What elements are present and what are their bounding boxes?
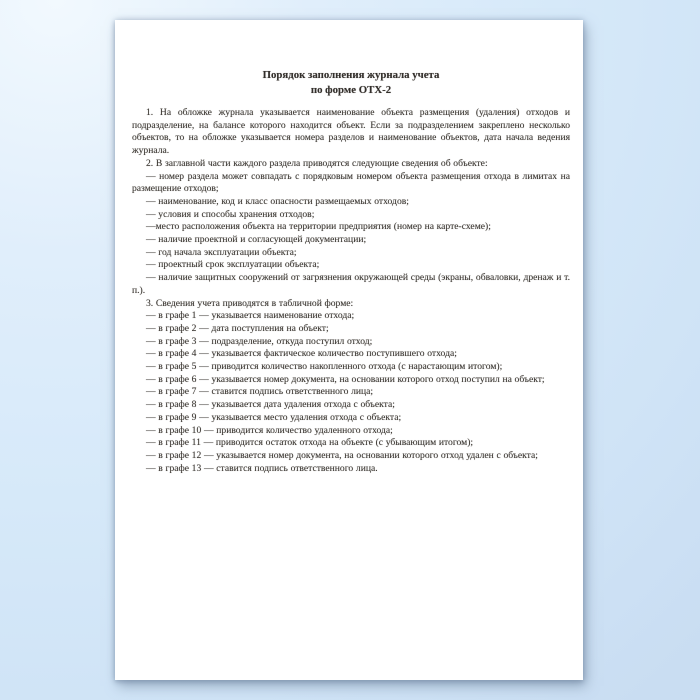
doc-list-item: — в графе 6 — указывается номер документа, на основании которого отход поступил на объект; bbox=[146, 373, 545, 385]
document-title-line-2: по форме ОТХ-2 bbox=[310, 84, 392, 96]
document-content bbox=[115, 20, 583, 475]
doc-list-item: — наименование, код и класс опасности размещаемых отходов; bbox=[146, 195, 409, 207]
document-title bbox=[132, 68, 570, 98]
doc-list-item: — номер раздела может совпадать с порядковым номером объекта размещения отхода в лимитах на размещение отходов; bbox=[132, 170, 570, 195]
doc-paragraph-1: 1. На обложке журнала указывается наименование объекта размещения (удаления) отходов и подразделение, на балансе которого находится объект. Если за подразделением закреплено несколько объектов, то на обложке указывается номера разделов и наименование объектов, дата начала ведения журнала. bbox=[132, 107, 570, 157]
doc-list-item: — в графе 8 — указывается дата удаления отхода с объекта; bbox=[146, 399, 395, 411]
doc-list-item: — в графе 10 — приводится количество удаленного отхода; bbox=[146, 424, 393, 436]
doc-list-item: — в графе 5 — приводится количество накопленного отхода (с нарастающим итогом); bbox=[146, 361, 503, 373]
document-title-line-1: Порядок заполнения журнала учета bbox=[262, 69, 440, 81]
doc-list-item: — год начала эксплуатации объекта; bbox=[146, 246, 297, 258]
doc-list-item: — в графе 9 — указывается место удаления отхода с объекта; bbox=[146, 411, 402, 423]
document-page bbox=[115, 20, 583, 680]
doc-list-item: — наличие защитных сооружений от загрязнения окружающей среды (экраны, обваловки, дренаж и т. п.). bbox=[132, 272, 570, 296]
doc-list-item: —место расположения объекта на территории предприятия (номер на карте-схеме); bbox=[146, 221, 491, 233]
doc-list-item: — в графе 13 — ставится подпись ответственного лица. bbox=[146, 462, 378, 474]
doc-list-item: — в графе 11 — приводится остаток отхода на объекте (с убывающим итогом); bbox=[146, 437, 474, 449]
doc-list-item: — в графе 12 — указывается номер документа, на основании которого отход удален с объекта; bbox=[146, 449, 538, 461]
doc-paragraph-2: 2. В заглавной части каждого раздела приводятся следующие сведения об объекте: bbox=[146, 157, 488, 169]
doc-list-item: — проектный срок эксплуатации объекта; bbox=[146, 259, 320, 271]
doc-paragraph-3: 3. Сведения учета приводятся в табличной форме: bbox=[146, 297, 354, 309]
doc-list-item: — в графе 4 — указывается фактическое количество поступившего отхода; bbox=[146, 348, 457, 360]
doc-list-item: — условия и способы хранения отходов; bbox=[146, 208, 315, 220]
doc-list-item: — в графе 2 — дата поступления на объект; bbox=[146, 322, 329, 334]
doc-list-item: — наличие проектной и согласующей документации; bbox=[146, 234, 367, 246]
doc-list-item: — в графе 7 — ставится подпись ответственного лица; bbox=[146, 386, 374, 398]
doc-list-item: — в графе 1 — указывается наименование отхода; bbox=[146, 310, 355, 322]
doc-list-item: — в графе 3 — подразделение, откуда поступил отход; bbox=[146, 335, 373, 347]
document-body bbox=[132, 107, 570, 475]
